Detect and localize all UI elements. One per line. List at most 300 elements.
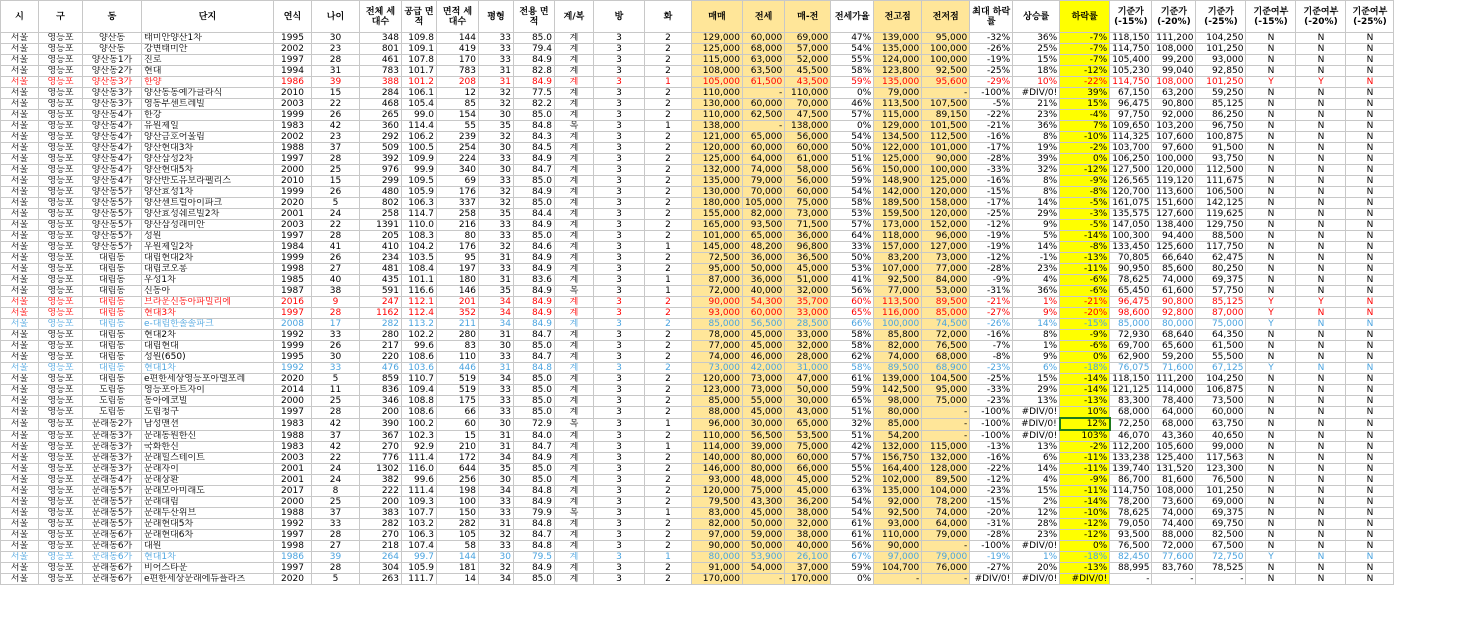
column-header[interactable]: 계/복 — [555, 1, 594, 33]
table-cell[interactable]: 1992 — [274, 519, 312, 530]
table-cell[interactable]: 3 — [594, 464, 645, 475]
table-cell[interactable]: 92,500 — [874, 275, 922, 286]
table-cell[interactable]: 3 — [594, 319, 645, 330]
table-cell[interactable]: 95,600 — [922, 77, 970, 88]
table-cell[interactable]: 서울 — [1, 44, 39, 55]
column-header[interactable]: 매-전 — [785, 1, 831, 33]
table-cell[interactable]: 150,000 — [874, 165, 922, 176]
table-cell[interactable]: 75,000 — [922, 396, 970, 407]
table-cell[interactable]: e편한세상문래에듀플라츠 — [142, 574, 274, 585]
table-cell[interactable]: 대림동 — [83, 352, 142, 363]
table-cell[interactable]: 348 — [360, 33, 402, 44]
table-cell[interactable]: 360 — [360, 121, 402, 132]
table-cell[interactable]: 영등포 — [39, 110, 83, 121]
table-cell[interactable]: 99.7 — [402, 552, 437, 563]
table-cell[interactable]: N — [1246, 187, 1296, 198]
table-cell[interactable]: 55,500 — [1196, 352, 1246, 363]
table-cell[interactable]: 114.7 — [402, 209, 437, 220]
table-cell[interactable]: 대림동 — [83, 319, 142, 330]
table-cell[interactable]: 영등포 — [39, 396, 83, 407]
table-cell[interactable]: 계 — [555, 99, 594, 110]
table-cell[interactable]: #DIV/0! — [1013, 430, 1060, 442]
table-cell[interactable]: 129,000 — [692, 33, 743, 44]
table-cell[interactable]: 419 — [437, 44, 479, 55]
table-cell[interactable]: 한양 — [142, 77, 274, 88]
table-cell[interactable]: 도림동 — [83, 385, 142, 396]
table-cell[interactable]: 영등포 — [39, 55, 83, 66]
table-cell[interactable]: 대림동 — [83, 275, 142, 286]
table-cell[interactable]: 3 — [594, 430, 645, 442]
table-cell[interactable]: 72,930 — [1110, 330, 1152, 341]
table-cell[interactable]: 1995 — [274, 352, 312, 363]
table-cell[interactable]: 3 — [594, 352, 645, 363]
table-cell[interactable]: 644 — [437, 464, 479, 475]
table-cell[interactable]: 2 — [645, 407, 692, 419]
table-cell[interactable]: 60,000 — [785, 143, 831, 154]
column-header[interactable]: 하락률 — [1060, 1, 1110, 33]
table-cell[interactable]: 105,600 — [1152, 442, 1196, 453]
table-cell[interactable]: 103.6 — [402, 363, 437, 374]
table-cell[interactable]: 115,000 — [692, 55, 743, 66]
table-cell[interactable]: 114,325 — [1110, 132, 1152, 143]
table-cell[interactable]: 46,070 — [1110, 430, 1152, 442]
table-cell[interactable]: 2 — [645, 154, 692, 165]
table-cell[interactable]: 영등포 — [39, 220, 83, 231]
table-cell[interactable]: 84.9 — [514, 220, 555, 231]
table-cell[interactable]: 영등포 — [39, 385, 83, 396]
table-cell[interactable]: 97,000 — [874, 552, 922, 563]
table-cell[interactable]: 현대 — [142, 66, 274, 77]
table-cell[interactable]: 110.7 — [402, 374, 437, 385]
table-cell[interactable]: 도림청구 — [142, 407, 274, 419]
table-cell[interactable]: N — [1296, 286, 1346, 297]
table-cell[interactable]: N — [1296, 374, 1346, 385]
table-cell[interactable]: 115,000 — [874, 110, 922, 121]
table-cell[interactable]: 151,600 — [1152, 198, 1196, 209]
table-cell[interactable]: N — [1296, 121, 1346, 132]
table-cell[interactable]: -20% — [970, 508, 1013, 519]
table-cell[interactable]: 116.6 — [402, 286, 437, 297]
table-cell[interactable]: 84.6 — [514, 242, 555, 253]
table-cell[interactable]: 28 — [312, 308, 360, 319]
table-cell[interactable]: 73,500 — [1196, 396, 1246, 407]
table-cell[interactable]: 영등포 — [39, 33, 83, 44]
table-cell[interactable]: 영등포 — [39, 44, 83, 55]
table-cell[interactable]: N — [1296, 198, 1346, 209]
table-cell[interactable]: 3 — [594, 475, 645, 486]
table-cell[interactable]: 영등포 — [39, 308, 83, 319]
table-cell[interactable]: 105,000 — [743, 198, 785, 209]
table-cell[interactable]: 브라운신동아파밀리에 — [142, 297, 274, 308]
table-cell[interactable]: 2003 — [274, 99, 312, 110]
table-cell[interactable]: -15% — [970, 497, 1013, 508]
table-cell[interactable]: 51% — [831, 430, 874, 442]
table-cell[interactable]: -9% — [1060, 330, 1110, 341]
table-cell[interactable]: 문래동5가 — [83, 519, 142, 530]
table-cell[interactable]: 118,150 — [1110, 374, 1152, 385]
table-cell[interactable]: N — [1346, 176, 1394, 187]
table-cell[interactable]: 165,000 — [692, 220, 743, 231]
table-cell[interactable]: 96,000 — [922, 231, 970, 242]
table-cell[interactable]: 64,000 — [1152, 407, 1196, 419]
table-cell[interactable]: 111,200 — [1152, 33, 1196, 44]
table-cell[interactable]: 87,000 — [1196, 308, 1246, 319]
table-cell[interactable]: 계 — [555, 143, 594, 154]
table-cell[interactable]: 1162 — [360, 308, 402, 319]
table-cell[interactable]: 3 — [594, 132, 645, 143]
table-cell[interactable]: 72,750 — [1196, 552, 1246, 563]
table-cell[interactable]: 서울 — [1, 308, 39, 319]
table-cell[interactable]: 19% — [1013, 143, 1060, 154]
table-cell[interactable]: N — [1346, 99, 1394, 110]
table-cell[interactable]: 31 — [312, 66, 360, 77]
table-cell[interactable]: 3 — [594, 497, 645, 508]
table-cell[interactable]: 107.7 — [402, 508, 437, 519]
table-cell[interactable]: 3 — [594, 530, 645, 541]
table-cell[interactable]: e편한세상영등포아델포레 — [142, 374, 274, 385]
column-header[interactable]: 전용 면적 — [514, 1, 555, 33]
table-cell[interactable]: 107,500 — [922, 99, 970, 110]
table-cell[interactable]: N — [1296, 176, 1346, 187]
table-cell[interactable]: 108,000 — [1152, 44, 1196, 55]
table-cell[interactable]: 문래상환 — [142, 475, 274, 486]
table-cell[interactable]: 36% — [1013, 121, 1060, 132]
table-cell[interactable]: 7% — [1060, 121, 1110, 132]
table-cell[interactable]: 33 — [479, 231, 514, 242]
table-cell[interactable]: 84.8 — [514, 519, 555, 530]
table-cell[interactable]: -9% — [1060, 475, 1110, 486]
table-cell[interactable]: 200 — [360, 407, 402, 419]
table-cell[interactable]: 57% — [831, 220, 874, 231]
table-cell[interactable]: 3 — [594, 374, 645, 385]
table-cell[interactable]: 태미안양산1차 — [142, 33, 274, 44]
table-cell[interactable]: 양산동3가 — [83, 88, 142, 99]
table-cell[interactable]: 56% — [831, 165, 874, 176]
table-cell[interactable]: 83,000 — [692, 508, 743, 519]
table-cell[interactable]: N — [1346, 352, 1394, 363]
table-cell[interactable]: 175 — [437, 396, 479, 407]
table-cell[interactable]: 181 — [437, 563, 479, 574]
table-cell[interactable]: 125,000 — [692, 154, 743, 165]
table-cell[interactable]: N — [1296, 341, 1346, 352]
table-cell[interactable]: N — [1296, 275, 1346, 286]
table-cell[interactable]: 계 — [555, 44, 594, 55]
table-cell[interactable]: 1987 — [274, 286, 312, 297]
table-cell[interactable]: 2000 — [274, 497, 312, 508]
table-cell[interactable]: 75,000 — [1196, 319, 1246, 330]
table-cell[interactable]: 40,650 — [1196, 430, 1246, 442]
table-cell[interactable]: 1999 — [274, 110, 312, 121]
table-cell[interactable]: 32 — [479, 99, 514, 110]
table-cell[interactable]: 서울 — [1, 220, 39, 231]
table-cell[interactable]: 3 — [594, 66, 645, 77]
table-cell[interactable]: 서울 — [1, 143, 39, 154]
table-cell[interactable]: 서울 — [1, 55, 39, 66]
table-cell[interactable]: -11% — [1060, 453, 1110, 464]
table-cell[interactable]: 84.8 — [514, 121, 555, 132]
table-cell[interactable]: N — [1346, 143, 1394, 154]
table-cell[interactable]: 55 — [437, 121, 479, 132]
table-cell[interactable]: 28,000 — [785, 352, 831, 363]
table-cell[interactable]: 27 — [312, 264, 360, 275]
table-cell[interactable]: 85.0 — [514, 231, 555, 242]
table-cell[interactable]: 1 — [645, 121, 692, 132]
table-cell[interactable]: 120,700 — [1110, 187, 1152, 198]
table-cell[interactable]: N — [1246, 209, 1296, 220]
table-cell[interactable]: 120,000 — [1152, 165, 1196, 176]
table-cell[interactable]: 91,000 — [692, 563, 743, 574]
table-cell[interactable]: N — [1296, 319, 1346, 330]
table-cell[interactable]: N — [1246, 396, 1296, 407]
table-cell[interactable]: 32,000 — [785, 341, 831, 352]
table-cell[interactable]: 80,000 — [1152, 319, 1196, 330]
table-cell[interactable]: 문래두산위브 — [142, 508, 274, 519]
table-cell[interactable]: 1 — [645, 275, 692, 286]
table-cell[interactable]: 문래동3가 — [83, 442, 142, 453]
table-cell[interactable]: -11% — [1060, 264, 1110, 275]
table-cell[interactable]: 114.4 — [402, 121, 437, 132]
table-cell[interactable]: 12 — [437, 88, 479, 99]
table-cell[interactable]: 양산금호어울림 — [142, 132, 274, 143]
table-cell[interactable]: 135,000 — [874, 44, 922, 55]
table-cell[interactable]: 104.2 — [402, 242, 437, 253]
table-cell[interactable]: 84.9 — [514, 154, 555, 165]
table-cell[interactable]: 256 — [437, 475, 479, 486]
table-cell[interactable]: 57% — [831, 453, 874, 464]
table-cell[interactable]: 79,000 — [922, 530, 970, 541]
table-cell[interactable]: N — [1296, 187, 1346, 198]
table-cell[interactable]: N — [1346, 319, 1394, 330]
table-cell[interactable]: 346 — [360, 396, 402, 407]
table-cell[interactable]: 101,250 — [1196, 44, 1246, 55]
table-cell[interactable]: 62,500 — [743, 110, 785, 121]
table-cell[interactable]: 1 — [645, 242, 692, 253]
table-cell[interactable]: 58% — [831, 341, 874, 352]
table-cell[interactable]: N — [1246, 563, 1296, 574]
table-cell[interactable]: N — [1296, 541, 1346, 552]
table-cell[interactable]: 문래동4가 — [83, 475, 142, 486]
table-cell[interactable]: 3 — [594, 99, 645, 110]
table-cell[interactable]: 106,500 — [1196, 187, 1246, 198]
table-cell[interactable]: 80 — [437, 231, 479, 242]
table-cell[interactable]: 127,600 — [1152, 209, 1196, 220]
table-cell[interactable]: 92,000 — [1152, 110, 1196, 121]
table-cell[interactable]: 31 — [479, 330, 514, 341]
table-cell[interactable]: 1997 — [274, 55, 312, 66]
table-cell[interactable]: 94,400 — [1152, 231, 1196, 242]
table-cell[interactable]: 2 — [645, 88, 692, 99]
table-cell[interactable]: N — [1246, 430, 1296, 442]
table-cell[interactable]: -7% — [1060, 44, 1110, 55]
table-cell[interactable]: 계 — [555, 475, 594, 486]
table-cell[interactable]: 계 — [555, 341, 594, 352]
table-cell[interactable]: 125,000 — [692, 44, 743, 55]
table-cell[interactable]: N — [1296, 442, 1346, 453]
table-cell[interactable]: 99,000 — [1196, 442, 1246, 453]
table-cell[interactable]: 3 — [594, 121, 645, 132]
table-cell[interactable]: 85.0 — [514, 198, 555, 209]
table-cell[interactable]: 99.6 — [402, 341, 437, 352]
table-cell[interactable]: 서울 — [1, 541, 39, 552]
table-cell[interactable]: 103.2 — [402, 519, 437, 530]
table-cell[interactable]: 86,250 — [1196, 110, 1246, 121]
table-cell[interactable]: -12% — [970, 475, 1013, 486]
table-cell[interactable]: 82,500 — [1196, 530, 1246, 541]
table-cell[interactable]: 30 — [479, 165, 514, 176]
table-cell[interactable]: 영등포 — [39, 154, 83, 165]
table-cell[interactable]: 130,000 — [692, 99, 743, 110]
table-cell[interactable]: 서울 — [1, 33, 39, 44]
column-header[interactable]: 구 — [39, 1, 83, 33]
table-cell[interactable]: 84.7 — [514, 330, 555, 341]
table-cell[interactable]: 25% — [1013, 44, 1060, 55]
table-cell[interactable]: N — [1346, 154, 1394, 165]
table-cell[interactable]: 2 — [645, 253, 692, 264]
table-cell[interactable]: 73,600 — [1152, 497, 1196, 508]
table-cell[interactable]: 28 — [312, 55, 360, 66]
table-cell[interactable]: 92,000 — [874, 497, 922, 508]
table-cell[interactable]: - — [922, 88, 970, 99]
table-cell[interactable]: 34 — [479, 319, 514, 330]
table-cell[interactable]: 84.8 — [514, 363, 555, 374]
table-cell[interactable]: 116.0 — [402, 464, 437, 475]
table-cell[interactable]: 34 — [479, 574, 514, 585]
table-cell[interactable]: - — [874, 574, 922, 585]
table-cell[interactable]: 계 — [555, 319, 594, 330]
table-cell[interactable]: 계 — [555, 430, 594, 442]
table-cell[interactable]: 서울 — [1, 66, 39, 77]
table-cell[interactable]: 29% — [1013, 385, 1060, 396]
table-cell[interactable]: -12% — [970, 253, 1013, 264]
table-cell[interactable]: 30,000 — [785, 396, 831, 407]
table-cell[interactable]: 41 — [312, 242, 360, 253]
table-cell[interactable]: 382 — [360, 475, 402, 486]
table-cell[interactable]: Y — [1296, 297, 1346, 308]
table-cell[interactable]: 대림현대2차 — [142, 253, 274, 264]
table-cell[interactable]: -7% — [1060, 55, 1110, 66]
table-cell[interactable]: -10% — [1060, 132, 1110, 143]
table-cell[interactable]: N — [1346, 33, 1394, 44]
table-cell[interactable]: 57,000 — [785, 44, 831, 55]
table-cell[interactable]: -2% — [1060, 442, 1110, 453]
table-cell[interactable]: 영등포 — [39, 99, 83, 110]
table-cell[interactable]: 영등포 — [39, 88, 83, 99]
table-cell[interactable]: 75,000 — [785, 198, 831, 209]
table-cell[interactable]: 270 — [360, 530, 402, 541]
table-cell[interactable]: -14% — [1060, 374, 1110, 385]
table-cell[interactable]: 1997 — [274, 407, 312, 419]
table-cell[interactable]: 2016 — [274, 297, 312, 308]
table-cell[interactable]: 1984 — [274, 242, 312, 253]
table-cell[interactable]: 1 — [645, 77, 692, 88]
table-cell[interactable]: 양산현대3차 — [142, 143, 274, 154]
table-cell[interactable]: 99.0 — [402, 110, 437, 121]
table-cell[interactable]: - — [922, 574, 970, 585]
table-cell[interactable]: N — [1296, 519, 1346, 530]
table-cell[interactable]: N — [1246, 464, 1296, 475]
table-cell[interactable]: 87,000 — [692, 275, 743, 286]
table-cell[interactable]: -22% — [970, 464, 1013, 475]
table-cell[interactable]: 32% — [1013, 165, 1060, 176]
table-cell[interactable]: 92,500 — [922, 66, 970, 77]
column-header[interactable]: 상승률 — [1013, 1, 1060, 33]
table-cell[interactable]: 14% — [1013, 198, 1060, 209]
table-cell[interactable]: N — [1246, 121, 1296, 132]
table-cell[interactable]: 79,000 — [743, 176, 785, 187]
table-cell[interactable]: - — [922, 418, 970, 430]
column-header[interactable]: 기준여부 (-25%) — [1346, 1, 1394, 33]
table-cell[interactable]: 영등포 — [39, 486, 83, 497]
table-cell[interactable]: 계 — [555, 396, 594, 407]
table-cell[interactable]: 12% — [1013, 508, 1060, 519]
table-cell[interactable]: 영등포 — [39, 442, 83, 453]
table-cell[interactable]: 22 — [312, 220, 360, 231]
table-cell[interactable]: 40 — [312, 275, 360, 286]
table-cell[interactable]: -27% — [970, 308, 1013, 319]
table-cell[interactable]: 1% — [1013, 341, 1060, 352]
table-cell[interactable]: 서울 — [1, 121, 39, 132]
table-cell[interactable]: 37 — [312, 508, 360, 519]
table-cell[interactable]: 118,000 — [874, 231, 922, 242]
table-cell[interactable]: N — [1296, 574, 1346, 585]
table-cell[interactable]: N — [1346, 486, 1394, 497]
table-cell[interactable]: 14% — [1013, 242, 1060, 253]
table-cell[interactable]: 2 — [645, 497, 692, 508]
table-cell[interactable]: -21% — [970, 121, 1013, 132]
table-cell[interactable]: 33,000 — [785, 308, 831, 319]
table-cell[interactable]: 52,000 — [785, 55, 831, 66]
table-cell[interactable]: 92,800 — [1152, 308, 1196, 319]
table-cell[interactable]: 31 — [479, 430, 514, 442]
table-cell[interactable]: 54,200 — [874, 430, 922, 442]
table-cell[interactable]: N — [1246, 55, 1296, 66]
table-cell[interactable]: 63% — [831, 486, 874, 497]
table-cell[interactable]: 계 — [555, 464, 594, 475]
table-cell[interactable]: 문래대림 — [142, 497, 274, 508]
table-cell[interactable]: 11 — [312, 385, 360, 396]
table-cell[interactable]: N — [1296, 33, 1346, 44]
table-cell[interactable]: 33 — [312, 519, 360, 530]
table-cell[interactable]: N — [1296, 110, 1346, 121]
table-cell[interactable]: - — [743, 574, 785, 585]
table-cell[interactable]: 79.4 — [514, 44, 555, 55]
table-cell[interactable]: 69,375 — [1196, 275, 1246, 286]
table-cell[interactable]: 89,500 — [922, 297, 970, 308]
table-cell[interactable]: 양산동3가 — [83, 77, 142, 88]
table-cell[interactable]: 154 — [437, 110, 479, 121]
table-cell[interactable]: 43,360 — [1152, 430, 1196, 442]
table-cell[interactable]: -13% — [1060, 253, 1110, 264]
table-cell[interactable]: 83,760 — [1152, 563, 1196, 574]
table-cell[interactable]: 111.4 — [402, 486, 437, 497]
table-cell[interactable]: 783 — [360, 66, 402, 77]
table-cell[interactable]: 서울 — [1, 242, 39, 253]
table-cell[interactable]: -33% — [970, 385, 1013, 396]
table-cell[interactable]: 13% — [1013, 396, 1060, 407]
table-cell[interactable]: 30 — [479, 552, 514, 563]
table-cell[interactable]: 13% — [1013, 442, 1060, 453]
table-cell[interactable]: -2% — [1060, 143, 1110, 154]
table-cell[interactable]: 2 — [645, 297, 692, 308]
table-cell[interactable]: -6% — [1060, 286, 1110, 297]
table-cell[interactable]: 2 — [645, 110, 692, 121]
table-cell[interactable]: 105,000 — [692, 77, 743, 88]
table-cell[interactable]: 15% — [1013, 55, 1060, 66]
table-cell[interactable]: 30 — [479, 475, 514, 486]
table-cell[interactable]: 서울 — [1, 519, 39, 530]
table-cell[interactable]: 170,000 — [692, 574, 743, 585]
table-cell[interactable]: 계 — [555, 352, 594, 363]
